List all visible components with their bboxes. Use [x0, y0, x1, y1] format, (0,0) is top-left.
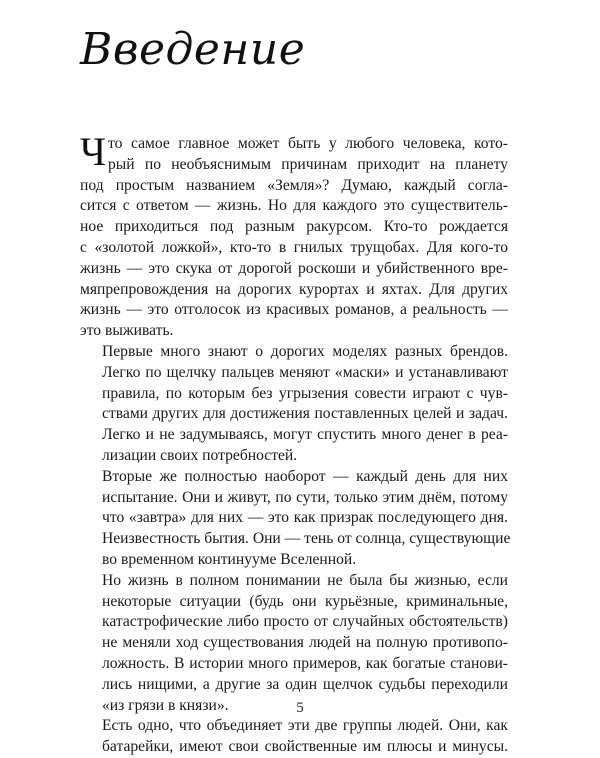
text-line: с «золотой ложкой», кто-то в гнилых трущобах. Для кого-то — [80, 238, 508, 256]
text-line: Неизвестность бытия. Они — тень от солнца, существующие — [102, 530, 511, 548]
text-line: ствами других для достижения поставленных целей и задач. — [102, 405, 508, 423]
chapter-title: Введение — [80, 24, 306, 75]
text-line: не меняли ход существования людей на полную противопо- — [102, 634, 508, 652]
text-line: то самое главное может быть у любого человека, кото- — [108, 135, 508, 152]
text-line: испытание. Они и живут, по сути, только этим днём, потому — [102, 488, 508, 506]
paragraph-5 — [80, 716, 508, 758]
text-line: рый по необъяснимым причинам приходит на планету — [108, 155, 508, 173]
page-number: 5 — [296, 700, 304, 716]
text-line: во временном континууме Вселенной. — [102, 550, 357, 568]
text-line: Но жизнь в полном понимании не была бы жизнью, если — [102, 571, 508, 589]
text-line: лись нищими, а другие за один щелчок судьбы переходили — [102, 675, 508, 693]
text-line: жизнь — это скука от дорогой роскоши и убийственного вре- — [80, 259, 508, 277]
text-line: некоторые ситуации (будь они курьёзные, криминальные, — [102, 592, 508, 610]
text-line: Легко по щелчку пальцев меняют «маски» и устанавливают — [102, 363, 508, 381]
text-line: катастрофические либо просто от случайных обстоятельств) — [102, 613, 508, 631]
text-line: под простым названием «Земля»? Думаю, каждый согла- — [80, 176, 508, 194]
text-line: Легко и не задумываясь, могут спустить много денег в реа- — [102, 426, 508, 444]
paragraph-1 — [80, 129, 508, 342]
paragraph-3 — [80, 467, 511, 571]
text-line: что «завтра» для них — это как призрак последующего дня. — [102, 509, 508, 527]
text-line: «из грязи в князи». — [102, 696, 229, 714]
text-line: жизнь — это отголосок из красивых романов, а реальность — — [80, 301, 508, 319]
text-line: Первые много знают о дорогих моделях разных брендов. — [102, 342, 508, 360]
drop-cap: Ч — [80, 129, 106, 174]
text-line: это выживать. — [80, 322, 174, 340]
text-line: ное приходиться под разным ракурсом. Кто-то рождается — [80, 218, 508, 236]
body-text — [80, 129, 511, 758]
text-line: сится с ответом — жизнь. Но для каждого это существитель- — [80, 197, 508, 215]
text-line: лизации своих потребностей. — [102, 446, 298, 464]
text-line: Вторые же полностью наоборот — каждый день для них — [102, 467, 508, 485]
paragraph-4 — [80, 571, 508, 717]
paragraph-2 — [80, 342, 508, 467]
text-line: мяпрепровождения на дорогих курортах и яхтах. Для других — [80, 280, 508, 298]
text-line: Есть одно, что объединяет эти две группы людей. Они, как — [102, 717, 508, 735]
text-line: ложность. В истории много примеров, как богатые станови- — [102, 654, 508, 672]
text-line: правила, по которым без угрызения совести играют с чув- — [102, 384, 508, 402]
text-line: батарейки, имеют свои свойственные им плюсы и минусы. — [102, 738, 508, 756]
